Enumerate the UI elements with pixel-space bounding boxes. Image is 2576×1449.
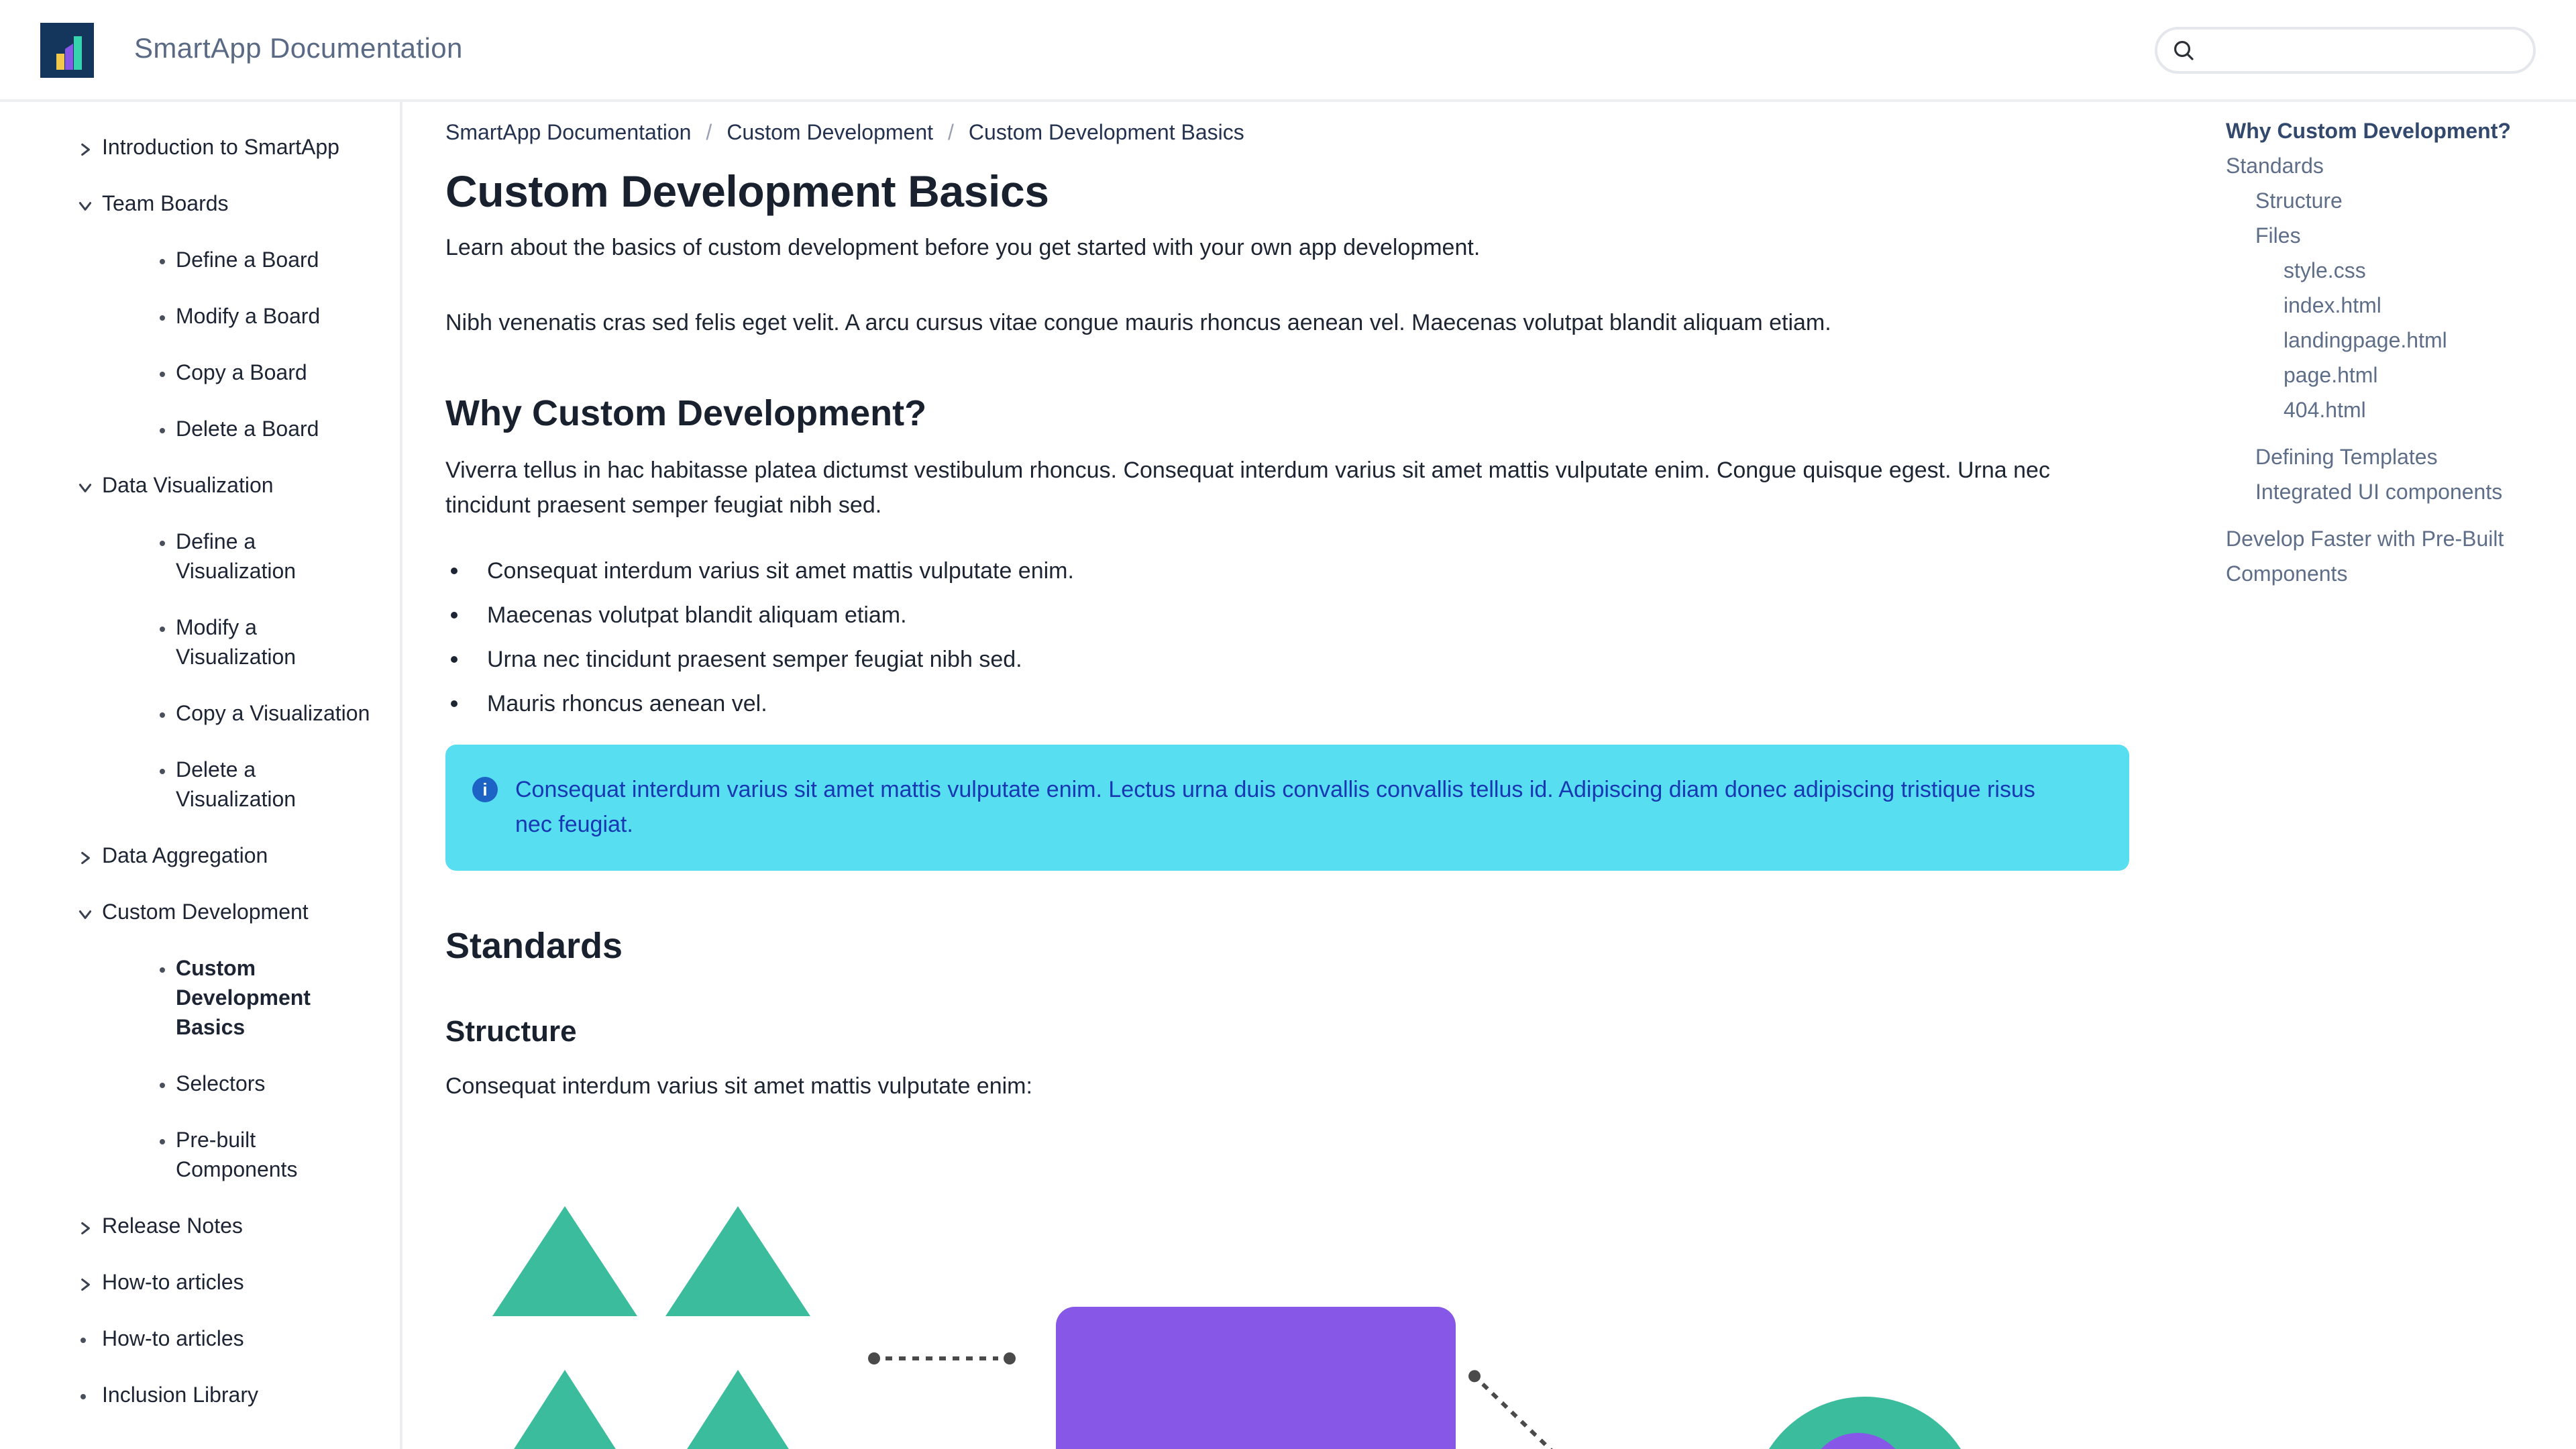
chevron-right-icon[interactable] — [76, 141, 94, 158]
connector-endpoint-dot — [1466, 1368, 1483, 1385]
bullet-dot-icon — [160, 259, 165, 264]
sidebar-item-label: Copy a Board — [176, 362, 307, 385]
paragraph: Consequat interdum varius sit amet mattis vulputate enim: — [445, 1073, 1032, 1099]
paragraph: Nibh venenatis cras sed felis eget velit. A arcu cursus vitae congue mauris rhoncus aenean vel. Maecenas volutpat blandit aliquam etiam. — [445, 310, 1831, 335]
sidebar-item-team-boards[interactable] — [0, 177, 400, 233]
sidebar-item-label: Selectors — [176, 1073, 266, 1096]
sidebar-item-label: Copy a Visualization — [176, 703, 370, 726]
sidebar-item-label: Define a Visualization — [176, 531, 297, 584]
toc-item-page-html[interactable]: page.html — [2284, 365, 2378, 388]
sidebar-item-label: Delete a Visualization — [176, 759, 297, 812]
sidebar-item-label: How-to articles — [102, 1328, 244, 1351]
bullet-item: • Mauris rhoncus aenean vel. — [474, 688, 2157, 720]
info-callout-text: Consequat interdum varius sit amet mattis vulputate enim. Lectus urna duis convallis convallis tellus id. Adipiscing diam donec adipiscing tristique risus nec feugiat. — [515, 777, 2035, 837]
bullet-dot-icon — [160, 967, 165, 973]
bullet-item: • Maecenas volutpat blandit aliquam etiam. — [474, 600, 2157, 632]
info-callout — [445, 745, 2129, 871]
connector-endpoint-dot — [1004, 1352, 1016, 1364]
table-of-contents — [2226, 102, 2576, 1449]
sidebar-item-delete-a-visualization[interactable] — [0, 743, 400, 829]
sidebar-item-define-a-visualization[interactable] — [0, 515, 400, 601]
triangle-shape — [665, 1206, 810, 1316]
sidebar-nav — [0, 102, 402, 1449]
bullet-dot-icon — [80, 1394, 86, 1399]
breadcrumb-link-section[interactable]: Custom Development — [727, 122, 933, 145]
toc-item-why-custom-development[interactable]: Why Custom Development? — [2226, 121, 2511, 144]
bullet-dot-icon — [160, 1139, 165, 1144]
sidebar-item-pre-built-components[interactable] — [0, 1114, 400, 1199]
rounded-rectangle-shape — [1056, 1307, 1456, 1449]
sidebar-item-data-aggregation[interactable] — [0, 829, 400, 885]
sidebar-item-label: Introduction to SmartApp — [102, 137, 339, 160]
sidebar-item-inclusion-library[interactable] — [0, 1368, 400, 1425]
main-content — [402, 102, 2226, 1449]
sidebar-item-label: Modify a Visualization — [176, 617, 297, 669]
sidebar-item-copy-a-board[interactable] — [0, 346, 400, 402]
toc-item-files[interactable]: Files — [2255, 225, 2301, 248]
chevron-down-icon[interactable] — [76, 906, 94, 923]
toc-item-404-html[interactable]: 404.html — [2284, 400, 2366, 423]
structure-diagram — [445, 1120, 2226, 1449]
sidebar-item-modify-a-board[interactable] — [0, 290, 400, 346]
sidebar-item-how-to-articles-2[interactable] — [0, 1312, 400, 1368]
triangle-shape — [665, 1370, 810, 1449]
sidebar-item-modify-a-visualization[interactable] — [0, 601, 400, 687]
bullet-item: • Consequat interdum varius sit amet mattis vulputate enim. — [474, 555, 2157, 588]
bullet-dot-icon — [160, 315, 165, 321]
chevron-right-icon[interactable] — [76, 1276, 94, 1293]
dashed-line — [1481, 1383, 1580, 1449]
sidebar-item-label: Delete a Board — [176, 419, 319, 441]
bullet-dot-icon — [160, 769, 165, 774]
toc-item-structure[interactable]: Structure — [2255, 191, 2343, 213]
sidebar-item-copy-a-visualization[interactable] — [0, 687, 400, 743]
toc-item-landingpage-html[interactable]: landingpage.html — [2284, 330, 2447, 353]
bullet-item: • Urna nec tincidunt praesent semper feugiat nibh sed. — [474, 644, 2157, 676]
sidebar-item-label: Data Visualization — [102, 475, 274, 498]
sidebar-item-label: Modify a Board — [176, 306, 321, 329]
bullet-list — [474, 555, 2157, 720]
dashed-line — [885, 1356, 998, 1360]
sidebar-item-custom-development[interactable] — [0, 885, 400, 942]
toc-item-develop-faster[interactable]: Develop Faster with Pre-Built Components — [2226, 529, 2504, 586]
bullet-dot-icon — [160, 372, 165, 377]
dashed-connector-diagonal — [1466, 1368, 1595, 1449]
app-logo[interactable] — [40, 22, 94, 77]
sidebar-item-delete-a-board[interactable] — [0, 402, 400, 459]
toc-item-integrated-ui-components[interactable]: Integrated UI components — [2255, 482, 2503, 504]
chevron-right-icon[interactable] — [76, 849, 94, 867]
toc-item-standards[interactable]: Standards — [2226, 156, 2324, 178]
app-title: SmartApp Documentation — [134, 34, 463, 64]
page-title: Custom Development Basics — [445, 166, 1049, 216]
sidebar-item-custom-development-basics[interactable] — [0, 942, 400, 1057]
search-box — [2155, 26, 2536, 73]
section-heading-standards: Standards — [445, 926, 623, 966]
breadcrumb-separator: / — [948, 122, 954, 145]
info-icon: i — [472, 777, 498, 802]
sidebar-item-how-to-articles[interactable] — [0, 1256, 400, 1312]
bullet-dot-icon — [160, 1083, 165, 1088]
sidebar-item-define-a-board[interactable] — [0, 233, 400, 290]
bullet-dot-icon — [160, 712, 165, 718]
breadcrumb-separator: / — [706, 122, 712, 145]
bullet-dot-icon — [160, 428, 165, 433]
chevron-down-icon[interactable] — [76, 197, 94, 215]
sidebar-item-introduction-to-smartapp[interactable] — [0, 121, 400, 177]
search-icon — [2172, 38, 2195, 61]
sidebar-item-label: Custom Development — [102, 902, 309, 924]
page-lede: Learn about the basics of custom development before you get started with your own app development. — [445, 235, 1481, 260]
breadcrumb — [445, 118, 2129, 150]
toc-item-index-html[interactable]: index.html — [2284, 295, 2381, 318]
triangle-shape — [492, 1206, 637, 1316]
sidebar-item-data-visualization[interactable] — [0, 459, 400, 515]
sidebar-item-label: Define a Board — [176, 250, 319, 272]
chevron-right-icon[interactable] — [76, 1220, 94, 1237]
sidebar-item-label: Inclusion Library — [102, 1385, 258, 1407]
sidebar-item-label: Custom Development Basics — [176, 958, 311, 1040]
sidebar-item-selectors[interactable] — [0, 1057, 400, 1114]
connector-endpoint-dot — [868, 1352, 880, 1364]
section-heading-why-custom-development: Why Custom Development? — [445, 393, 927, 433]
bullet-dot-icon — [160, 541, 165, 546]
sidebar-item-label: Team Boards — [102, 193, 229, 216]
toc-item-style-css[interactable]: style.css — [2284, 260, 2366, 283]
bullet-dot-icon — [80, 1338, 86, 1343]
search-input[interactable] — [2206, 38, 2518, 61]
sidebar-item-label: Release Notes — [102, 1216, 243, 1238]
sidebar-item-label: How-to articles — [102, 1272, 244, 1295]
toc-item-defining-templates[interactable]: Defining Templates — [2255, 447, 2438, 470]
dashed-connector — [868, 1352, 1016, 1364]
sidebar-item-label: Data Aggregation — [102, 845, 268, 868]
breadcrumb-link-root[interactable]: SmartApp Documentation — [445, 122, 692, 145]
paragraph: Viverra tellus in hac habitasse platea dictumst vestibulum rhoncus. Consequat interdum varius sit amet mattis vulputate enim. Congue quisque egest. Urna nec tincidunt praesent semper feugiat nibh sed. — [445, 458, 2050, 518]
sidebar-item-label: Pre-built Components — [176, 1130, 298, 1182]
chevron-down-icon[interactable] — [76, 479, 94, 496]
sidebar-item-release-notes[interactable] — [0, 1199, 400, 1256]
bullet-dot-icon — [160, 627, 165, 632]
subsection-heading-structure: Structure — [445, 1014, 577, 1048]
triangle-shape — [492, 1370, 637, 1449]
header — [0, 0, 2576, 102]
breadcrumb-link-current[interactable]: Custom Development Basics — [968, 122, 1244, 145]
